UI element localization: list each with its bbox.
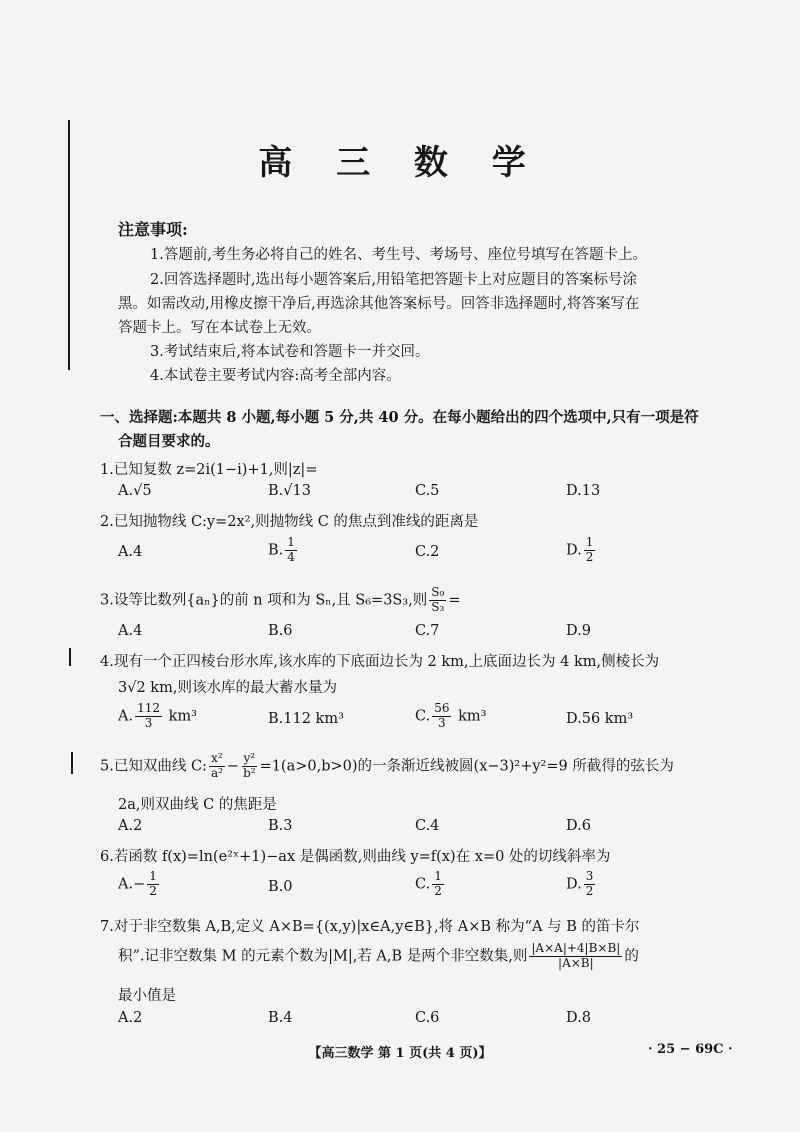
fraction-denominator: 3: [438, 715, 446, 730]
fraction-denominator: 4: [287, 549, 295, 564]
fraction-numerator: 3: [585, 869, 594, 883]
question-7-stem: 7.对于非空数集 A,B,定义 A×B={(x,y)|x∈A,y∈B},将 A×B 称为“A 与 B 的笛卡尔: [100, 919, 640, 935]
q1-option-b: B.√13: [268, 483, 311, 499]
notice-line: 4.本试卷主要考试内容:高考全部内容。: [150, 368, 401, 384]
section-heading-cont: 合题目要求的。: [118, 433, 220, 450]
section-heading: 一、选择题:本题共 8 小题,每小题 5 分,共 40 分。在每小题给出的四个选项中,只有一项是符: [100, 409, 699, 426]
q2-option-d: [566, 536, 597, 565]
q3-fraction: [429, 586, 446, 615]
notice-line: 1.答题前,考生务必将自己的姓名、考生号、考场号、座位号填写在答题卡上。: [150, 247, 647, 263]
q6-option-a-fraction: [147, 870, 159, 899]
question-6-stem: 6.若函数 f(x)=ln(e²ˣ+1)−ax 是偶函数,则曲线 y=f(x)在 x=0 处的切线斜率为: [100, 849, 611, 865]
q5-option-c: C.4: [415, 818, 440, 834]
q7-stem-suffix: 的: [624, 948, 639, 965]
page-title: 高 三 数 学: [258, 143, 542, 183]
q2-option-d-fraction: [584, 536, 596, 565]
q4-option-c-fraction: [432, 702, 451, 731]
q4-option-c: [415, 702, 486, 731]
notice-line: 2.回答选择题时,选出每小题答案后,用铅笔把答题卡上对应题目的答案标号涂: [150, 272, 638, 288]
q6-option-d-prefix: D.: [566, 876, 582, 893]
notice-line: 3.考试结束后,将本试卷和答题卡一并交回。: [150, 344, 430, 360]
q1-option-a: A.√5: [118, 483, 152, 499]
q7-option-d: D.8: [566, 1010, 591, 1026]
q4-option-a: [118, 702, 197, 731]
q6-option-c-fraction: [432, 870, 444, 899]
q7-stem-text: 积”.记非空数集 M 的元素个数为|M|,若 A,B 是两个非空数集,则: [118, 948, 528, 965]
fraction-numerator: |A×A|+4|B×B|: [531, 941, 621, 955]
fraction-denominator: 2: [585, 883, 594, 898]
fraction-numerator: 112: [137, 701, 160, 715]
fraction-denominator: b²: [243, 765, 256, 780]
q6-option-a: [118, 870, 161, 899]
q4-option-d: D.56 km³: [566, 711, 634, 727]
q4-option-c-unit: km³: [453, 708, 487, 725]
question-5-stem-cont: 2a,则双曲线 C 的焦距是: [118, 797, 277, 813]
notice-line: 答题卡上。写在本试卷上无效。: [118, 320, 321, 336]
q5-option-a: A.2: [118, 818, 143, 834]
fraction-numerator: y²: [243, 751, 256, 765]
notice-heading: 注意事项:: [118, 220, 188, 239]
fraction-numerator: S₉: [431, 585, 445, 599]
fraction-numerator: 56: [434, 701, 450, 715]
q5-stem-text-cont: =1(a>0,b>0)的一条渐近线被圆(x−3)²+y²=9 所截得的弦长为: [259, 758, 674, 775]
fraction-denominator: 2: [585, 549, 594, 564]
q3-option-a: A.4: [118, 623, 143, 639]
q7-option-a: A.2: [118, 1010, 143, 1026]
q7-fraction: [529, 942, 622, 971]
q3-stem-text: 3.设等比数列{aₙ}的前 n 项和为 Sₙ,且 S₆=3S₃,则: [100, 592, 428, 609]
q1-option-c: C.5: [415, 483, 440, 499]
question-4-stem: 4.现有一个正四棱台形水库,该水库的下底面边长为 2 km,上底面边长为 4 km,侧棱长为: [100, 654, 660, 670]
question-1-stem: 1.已知复数 z=2i(1−i)+1,则|z|=: [100, 462, 318, 478]
fraction-numerator: 1: [149, 869, 157, 883]
fraction-numerator: 1: [287, 535, 295, 549]
q4-option-c-prefix: C.: [415, 708, 431, 725]
fraction-denominator: S₃: [431, 599, 445, 614]
q2-option-c: C.2: [415, 544, 440, 560]
q5-stem-text: 5.已知双曲线 C:: [100, 758, 207, 775]
q2-option-b-prefix: B.: [268, 542, 284, 559]
q2-option-a: A.4: [118, 544, 143, 560]
question-5-stem: [100, 752, 674, 781]
question-7-stem-end: 最小值是: [118, 988, 176, 1004]
q5-fraction-x: [209, 752, 225, 781]
fraction-denominator: 2: [434, 883, 442, 898]
q6-option-b: B.0: [268, 879, 293, 895]
question-7-stem-cont: [118, 942, 639, 971]
q4-option-a-prefix: A.: [118, 708, 134, 725]
notice-line: 黑。如需改动,用橡皮擦干净后,再选涂其他答案标号。回答非选择题时,将答案写在: [118, 296, 640, 312]
page-footer: 【高三数学 第 1 页(共 4 页)】: [308, 1046, 492, 1061]
q7-option-c: C.6: [415, 1010, 440, 1026]
q3-stem-equals: =: [448, 592, 461, 609]
exam-code: · 25 − 69C ·: [648, 1042, 733, 1057]
q6-option-c: [415, 870, 446, 899]
fraction-denominator: 3: [144, 715, 153, 730]
fraction-numerator: 1: [434, 869, 442, 883]
q6-option-a-prefix: A.−: [118, 876, 146, 893]
q7-option-b: B.4: [268, 1010, 293, 1026]
q2-option-d-prefix: D.: [566, 542, 582, 559]
q2-option-b: [268, 536, 299, 565]
fraction-denominator: |A×B|: [558, 955, 594, 970]
q5-minus: −: [226, 758, 240, 775]
question-3-stem: [100, 586, 460, 615]
q5-option-b: B.3: [268, 818, 293, 834]
q4-option-a-unit: km³: [164, 708, 197, 725]
margin-tick: [71, 752, 73, 774]
q6-option-d: [566, 870, 597, 899]
fraction-denominator: a²: [210, 765, 223, 780]
q1-option-d: D.13: [566, 483, 601, 499]
q6-option-c-prefix: C.: [415, 876, 431, 893]
fraction-denominator: 2: [149, 883, 157, 898]
q6-option-d-fraction: [584, 870, 596, 899]
q5-option-d: D.6: [566, 818, 591, 834]
q2-option-b-fraction: [285, 536, 297, 565]
q4-option-a-fraction: [135, 702, 162, 731]
q3-option-d: D.9: [566, 623, 591, 639]
question-4-stem-cont: 3√2 km,则该水库的最大蓄水量为: [118, 680, 337, 696]
q3-option-c: C.7: [415, 623, 440, 639]
q3-option-b: B.6: [268, 623, 293, 639]
question-2-stem: 2.已知抛物线 C:y=2x²,则抛物线 C 的焦点到准线的距离是: [100, 514, 479, 530]
q4-option-b: B.112 km³: [268, 711, 344, 727]
margin-tick: [69, 648, 71, 666]
fraction-numerator: 1: [585, 535, 594, 549]
q5-fraction-y: [241, 752, 258, 781]
fraction-numerator: x²: [211, 751, 223, 765]
